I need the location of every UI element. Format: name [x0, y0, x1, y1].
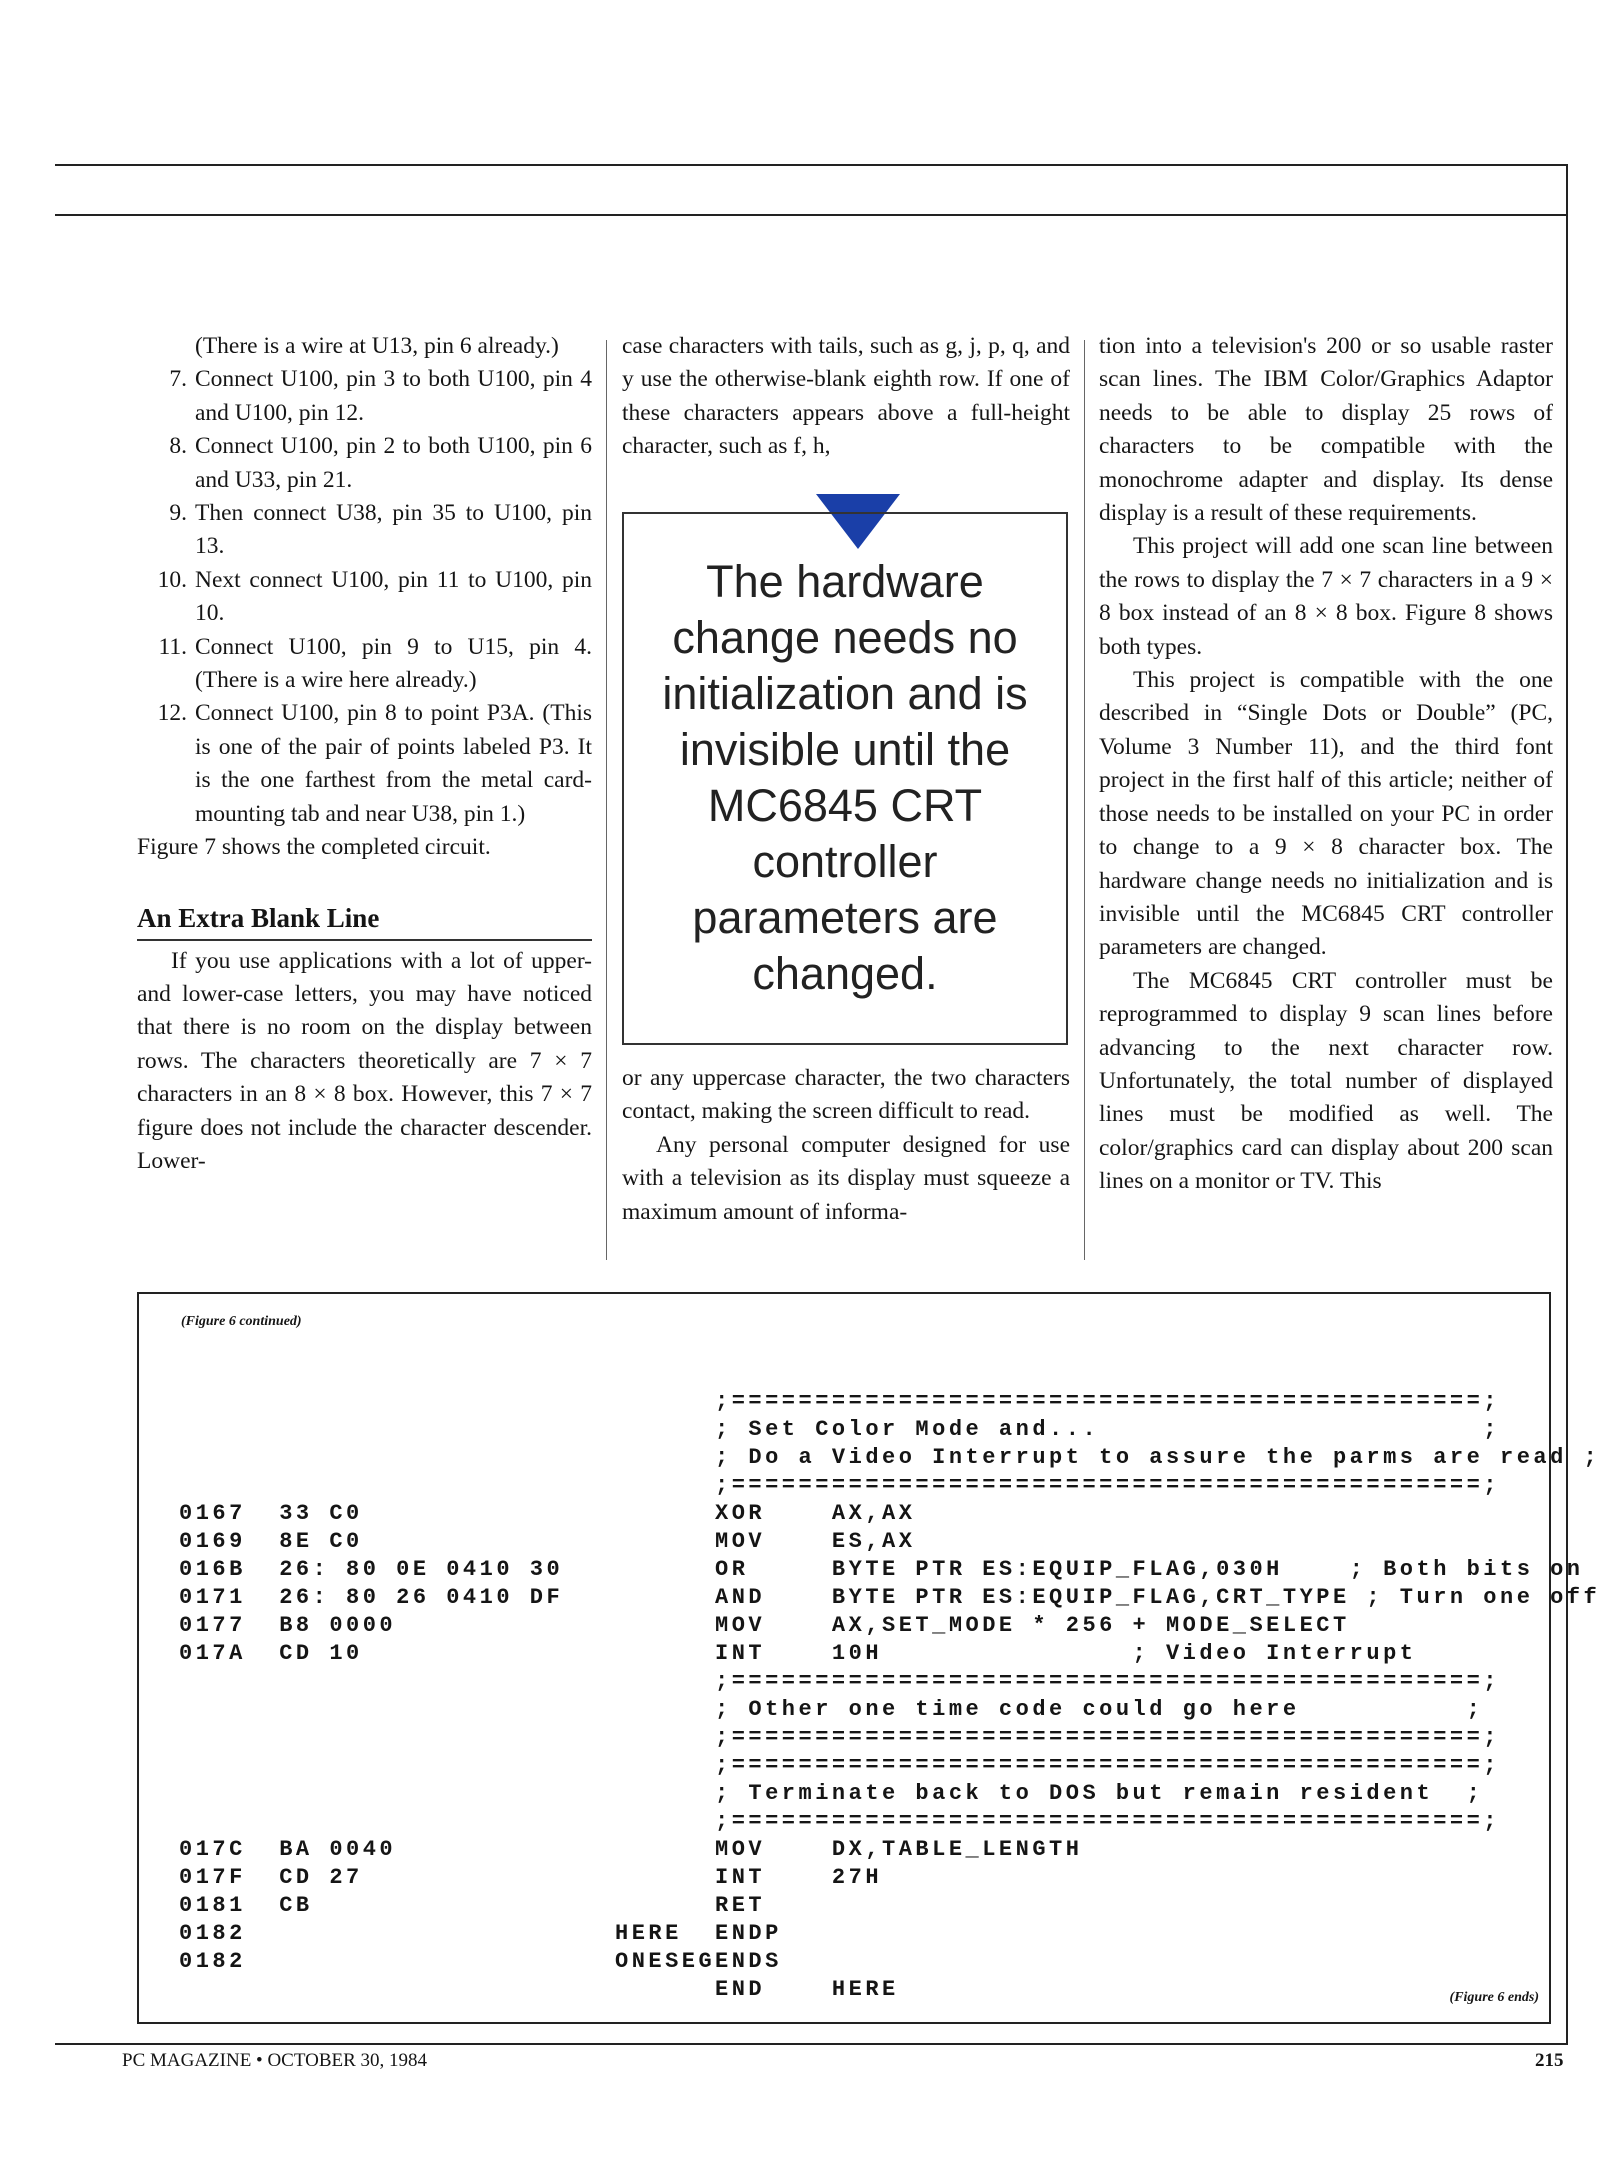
list-number: 7. [169, 366, 187, 393]
pull-quote-line: controller [752, 836, 938, 887]
list-item [137, 363, 592, 430]
code-address: 0181 CB [179, 1893, 313, 1918]
code-listing-figure [137, 1292, 1601, 2024]
pull-quote-line: initialization and is [662, 668, 1028, 719]
list-number: 12. [157, 700, 187, 727]
code-instruction: MOV AX,SET_MODE * 256 + MODE_SELECT [715, 1613, 1350, 1638]
list-item [137, 497, 592, 564]
figure-caption-start: (Figure 6 continued) [181, 1314, 302, 1329]
list-text: Then connect U38, pin 35 to U100, pin 13. [195, 500, 592, 560]
code-address: 0169 8E C0 [179, 1529, 363, 1554]
code-address: 017F CD 27 [179, 1865, 363, 1890]
list-item [137, 631, 592, 698]
paragraph: Any personal computer designed for use with a television as its display must squeeze a maximum amount of informa- [622, 1131, 1070, 1225]
code-instruction: MOV ES,AX [715, 1529, 916, 1554]
figure-caption-end: (Figure 6 ends) [1449, 1990, 1539, 2005]
list-number: 9. [169, 500, 187, 527]
pull-quote [622, 512, 1068, 1045]
list-text: Next connect U100, pin 11 to U100, pin 10. [195, 566, 592, 627]
header-rule [55, 214, 1568, 216]
paragraph: This project is compatible with the one described in “Single Dots or Double” (PC, Volume 3 Number 11), and the third font project in the first half of this article; neither of those needs to be installed on your PC in order to change to a 9 × 8 character box. The hardware change needs no initialization and is invisible until the MC6845 CRT controller parameters are changed. [1099, 667, 1553, 961]
section-heading: An Extra Blank Line [137, 901, 592, 941]
code-instruction: ;=============================================; [715, 1809, 1501, 1834]
code-instruction: ;=============================================; [715, 1725, 1501, 1750]
code-instruction: XOR AX,AX [715, 1501, 916, 1526]
code-instruction: MOV DX,TABLE_LENGTH [715, 1837, 1083, 1862]
code-address: 0182 [179, 1921, 246, 1946]
list-number: 11. [158, 633, 187, 660]
code-instruction: ;=============================================; [715, 1389, 1501, 1414]
pull-quote-line: invisible until the [679, 724, 1011, 775]
column-divider [606, 340, 607, 1260]
footer-publication: PC MAGAZINE • OCTOBER 30, 1984 [122, 2050, 428, 2071]
column-3 [1099, 330, 1553, 1199]
code-instruction: OR BYTE PTR ES:EQUIP_FLAG,030H ; Both bits on [715, 1557, 1584, 1582]
code-address: 017A CD 10 [179, 1641, 363, 1666]
list-text: Connect U100, pin 3 to both U100, pin 4 and U100, pin 12. [195, 366, 592, 426]
code-instruction: ; Do a Video Interrupt to assure the parms are read ; [715, 1445, 1601, 1470]
list-item-continuation: (There is a wire at U13, pin 6 already.) [195, 333, 559, 359]
code-instruction: ;=============================================; [715, 1669, 1501, 1694]
code-instruction: ;=============================================; [715, 1473, 1501, 1498]
code-instruction: ;=============================================; [715, 1753, 1501, 1778]
pull-quote-line: MC6845 CRT [707, 780, 983, 831]
code-instruction: ; Other one time code could go here ; [715, 1697, 1484, 1722]
footer-rule [55, 2043, 1568, 2045]
code-label: ONESEG [615, 1949, 716, 1974]
paragraph: If you use applications with a lot of upper- and lower-case letters, you may have noticed that there is no room on the display between rows. The characters theoretically are 7 × 7 characters in an 8 × 8 box. However, this 7 × 7 figure does not include the character descender. Lower- [137, 947, 592, 1174]
paragraph: or any uppercase character, the two characters contact, making the screen difficult to read. [622, 1065, 1070, 1125]
column-divider [1084, 340, 1085, 1260]
column-2-bottom [622, 1062, 1070, 1229]
pull-quote-line: parameters are [692, 892, 998, 943]
paragraph: tion into a television's 200 or so usable raster scan lines. The IBM Color/Graphics Adaptor needs to be able to display 25 rows of characters to be compatible with the monochrome adapter and display. Its dense display is a result of these requirements. [1099, 333, 1553, 527]
code-instruction: END HERE [715, 1977, 899, 2002]
list-item [137, 697, 592, 831]
list-text: Connect U100, pin 8 to point P3A. (This is one of the pair of points labeled P3. It is the one farthest from the metal card-mounting tab and near U38, pin 1.) [195, 700, 592, 827]
code-instruction: AND BYTE PTR ES:EQUIP_FLAG,CRT_TYPE ; Turn one off [715, 1585, 1601, 1610]
code-instruction: ENDP [715, 1921, 782, 1946]
code-label: HERE [615, 1921, 682, 1946]
instruction-list [137, 363, 592, 831]
top-rule [55, 164, 1568, 166]
code-address: 0182 [179, 1949, 246, 1974]
paragraph: The MC6845 CRT controller must be reprogrammed to display 9 scan lines before advancing to the next character row. Unfortunately, the total number of displayed lines must be modified as well. The color/graphics card can display about 200 scan lines on a monitor or TV. This [1099, 967, 1553, 1195]
list-text: Connect U100, pin 9 to U15, pin 4. (There is a wire here already.) [195, 633, 592, 694]
code-address: 0177 B8 0000 [179, 1613, 397, 1638]
page-number: 215 [1535, 2050, 1564, 2071]
list-number: 10. [157, 566, 187, 593]
paragraph: This project will add one scan line between the rows to display the 7 × 7 characters in a 9 × 8 box instead of an 8 × 8 box. Figure 8 shows both types. [1099, 533, 1553, 660]
code-instruction: INT 10H ; Video Interrupt [715, 1641, 1417, 1666]
code-instruction: ; Terminate back to DOS but remain resident ; [715, 1781, 1484, 1806]
column-1 [137, 330, 592, 1178]
code-address: 0167 33 C0 [179, 1501, 363, 1526]
pull-quote-line: change needs no [672, 612, 1018, 663]
list-item [137, 564, 592, 631]
pull-quote-line: changed. [752, 948, 938, 999]
list-item [137, 430, 592, 497]
code-instruction: ENDS [715, 1949, 782, 1974]
code-address: 0171 26: 80 26 0410 DF [179, 1585, 564, 1610]
column-2-top [622, 330, 1070, 464]
pull-quote-line: The hardware [706, 556, 984, 607]
code-address: 016B 26: 80 0E 0410 30 [179, 1557, 564, 1582]
paragraph: Figure 7 shows the completed circuit. [137, 834, 491, 861]
code-instruction: RET [715, 1893, 766, 1918]
code-instruction: ; Set Color Mode and... ; [715, 1417, 1501, 1442]
list-text: Connect U100, pin 2 to both U100, pin 6 and U33, pin 21. [195, 433, 592, 493]
list-number: 8. [169, 433, 187, 460]
code-instruction: INT 27H [715, 1865, 883, 1890]
code-address: 017C BA 0040 [179, 1837, 397, 1862]
right-border [1566, 164, 1568, 2044]
paragraph: case characters with tails, such as g, j, p, q, and y use the otherwise-blank eighth row. If one of these characters appears above a full-height character, such as f, h, [622, 333, 1070, 460]
